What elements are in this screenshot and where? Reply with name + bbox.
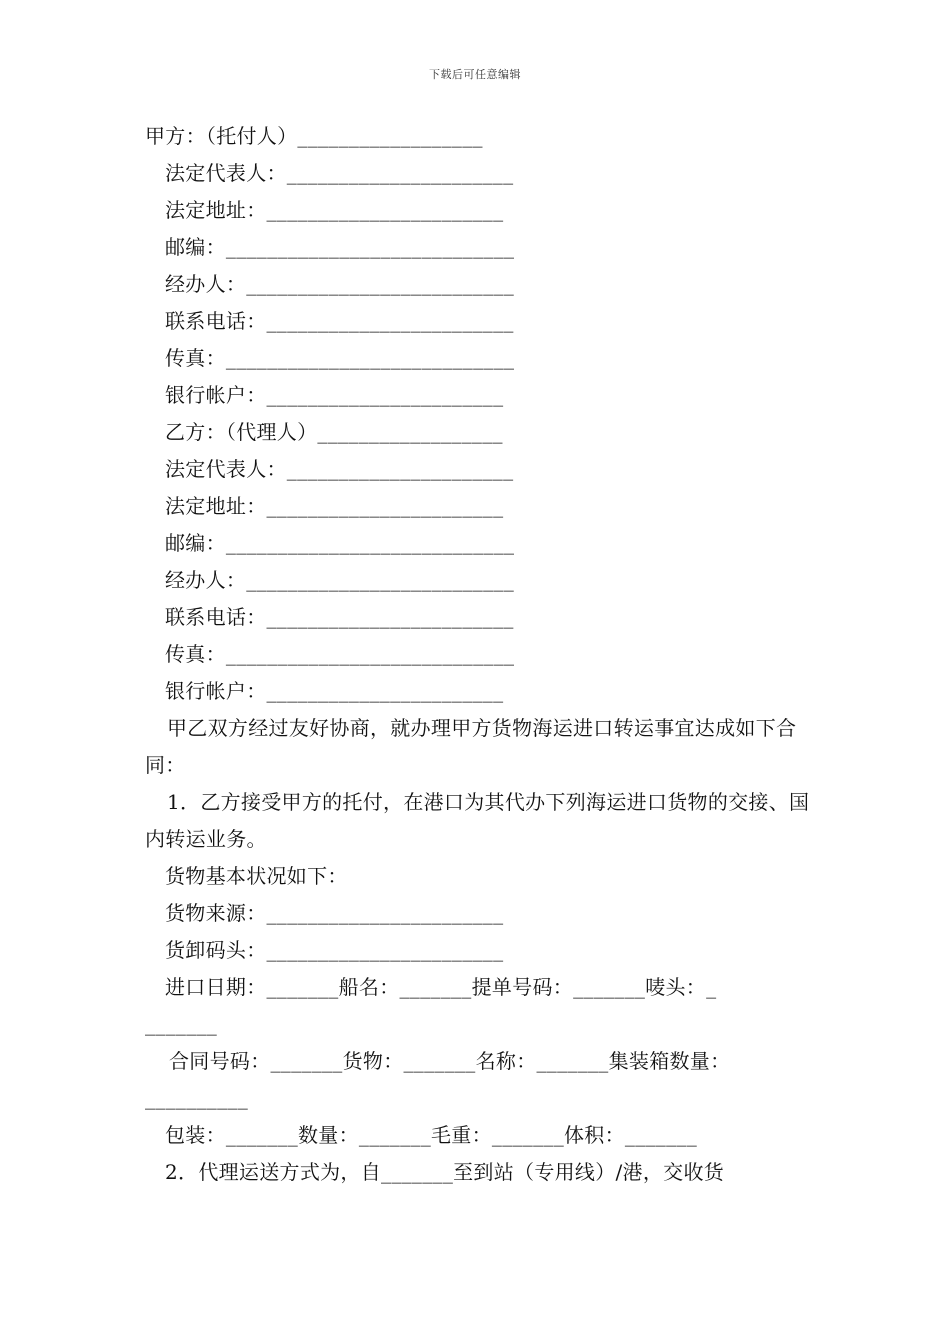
contract-details-continued: __________ <box>145 1086 248 1110</box>
clause-2: 2．代理运送方式为，自_______至到站（专用线）/港，交收货 <box>165 1160 725 1184</box>
party-a-address: 法定地址：_______________________ <box>165 198 504 222</box>
page-header: 下载后可任意编辑 <box>429 68 521 81</box>
party-a-phone: 联系电话：________________________ <box>165 309 514 333</box>
goods-heading: 货物基本状况如下： <box>165 864 348 888</box>
party-a-title: 甲方：（托付人）__________________ <box>145 124 483 148</box>
goods-source: 货物来源：_______________________ <box>165 901 504 925</box>
party-b-phone: 联系电话：________________________ <box>165 605 514 629</box>
party-a-fax: 传真：____________________________ <box>165 346 515 370</box>
package-details: 包装：_______数量：_______毛重：_______体积：_______ <box>165 1123 697 1147</box>
party-b-title: 乙方：（代理人）__________________ <box>165 420 503 444</box>
intro-paragraph: 甲乙双方经过友好协商，就办理甲方货物海运进口转运事宜达成如下合同： <box>145 716 797 777</box>
party-b-fax: 传真：____________________________ <box>165 642 515 666</box>
party-b-address: 法定地址：_______________________ <box>165 494 504 518</box>
clause-1: 1．乙方接受甲方的托付，在港口为其代办下列海运进口货物的交接、国内转运业务。 <box>145 790 810 851</box>
unload-dock: 货卸码头：_______________________ <box>165 938 504 962</box>
party-b-postcode: 邮编：____________________________ <box>165 531 515 555</box>
import-details: 进口日期：_______船名：_______提单号码：_______唛头：_ <box>165 975 717 999</box>
party-b-handler: 经办人：__________________________ <box>165 568 514 592</box>
party-a-postcode: 邮编：____________________________ <box>165 235 515 259</box>
contract-details: 合同号码：_______货物：_______名称：_______集装箱数量： <box>169 1049 731 1073</box>
party-a-handler: 经办人：__________________________ <box>165 272 514 296</box>
party-b-representative: 法定代表人：______________________ <box>165 457 514 481</box>
contract-body <box>145 118 815 1191</box>
import-details-continued: _______ <box>145 1012 218 1036</box>
party-b-bank-account: 银行帐户：_______________________ <box>165 679 504 703</box>
party-a-bank-account: 银行帐户：_______________________ <box>165 383 504 407</box>
party-a-representative: 法定代表人：______________________ <box>165 161 514 185</box>
